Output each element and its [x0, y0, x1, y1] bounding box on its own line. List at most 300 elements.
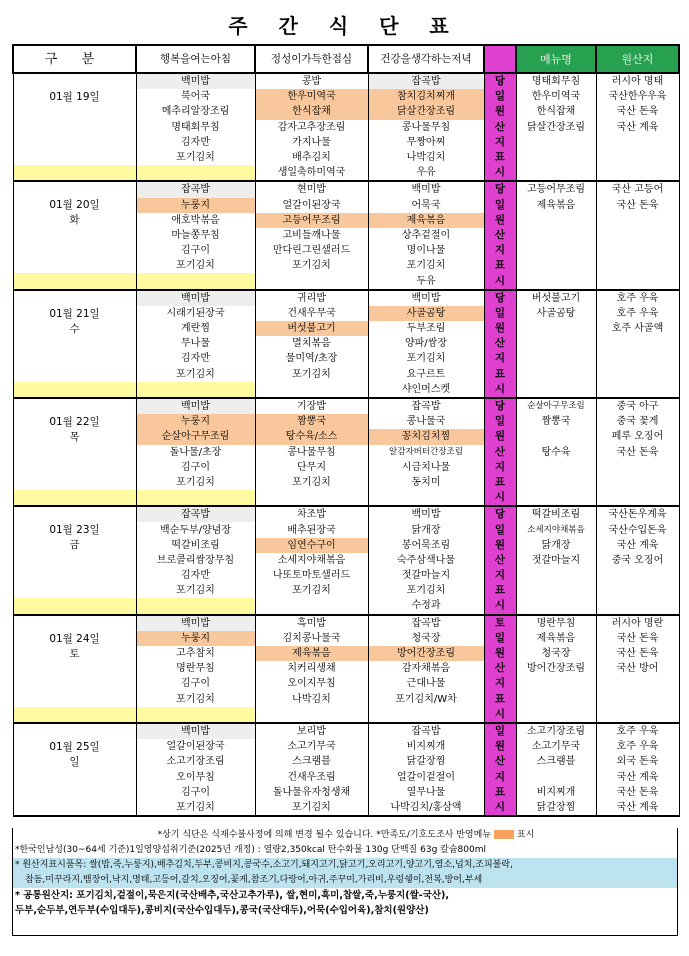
legend-text: *만족도/기호도조사 반영메뉴: [376, 830, 491, 840]
weekday-label: 수: [69, 322, 80, 335]
origin-country: 호주 우육: [596, 739, 679, 754]
lunch-item: 고비들깨나물: [255, 228, 368, 243]
breakfast-item: 백미밥: [136, 615, 255, 631]
breakfast-item: 김구이: [136, 676, 255, 691]
lunch-item: 포기김치: [255, 367, 368, 382]
menu-row: [13, 290, 679, 306]
origin-menu-name: 사골곰탕: [516, 306, 596, 321]
date-label: 01월 25일: [49, 740, 100, 753]
header-menu-name: 메뉴명: [516, 45, 596, 73]
date-label: 01월 22일: [49, 415, 100, 428]
header-gubun: 구 분: [13, 45, 136, 73]
side-label-cell: 원: [484, 538, 516, 553]
dinner-item: 백미밥: [368, 506, 484, 522]
breakfast-item: [136, 165, 255, 181]
side-label-cell: 원: [484, 429, 516, 444]
menu-row: [13, 490, 679, 506]
origin-menu-name: [516, 367, 596, 382]
lunch-item: 기장밥: [255, 398, 368, 414]
origin-menu-name: [516, 475, 596, 490]
origin-menu-name: 명태회무침: [516, 73, 596, 89]
dinner-item: 요구르트: [368, 367, 484, 382]
side-label-cell: 일: [484, 306, 516, 321]
side-label-cell: 당: [484, 73, 516, 89]
lunch-item: 버섯불고기: [255, 321, 368, 336]
dinner-item: 참치김치찌개: [368, 89, 484, 104]
side-label-cell: 지: [484, 351, 516, 366]
breakfast-item: 북어국: [136, 89, 255, 104]
origin-menu-name: 비지찌개: [516, 785, 596, 800]
date-spacer-cell: [13, 273, 136, 289]
breakfast-item: 누룽지: [136, 198, 255, 213]
origin-menu-name: [516, 490, 596, 506]
side-label-cell: 당: [484, 181, 516, 197]
date-spacer-cell: [13, 800, 136, 816]
lunch-item: 물미역/초장: [255, 351, 368, 366]
breakfast-item: 소고기장조림: [136, 754, 255, 769]
dinner-item: 명이나물: [368, 243, 484, 258]
origin-menu-name: 한우미역국: [516, 89, 596, 104]
origin-country: [596, 336, 679, 351]
breakfast-item: 잡곡밥: [136, 181, 255, 197]
origin-menu-name: 청국장: [516, 646, 596, 661]
lunch-item: 배추김치: [255, 150, 368, 165]
breakfast-item: 백미밥: [136, 398, 255, 414]
side-label-cell: 원: [484, 213, 516, 228]
side-label-cell: 표: [484, 785, 516, 800]
date-cell: [13, 290, 136, 382]
origin-menu-name: [516, 258, 596, 273]
dinner-item: 잡곡밥: [368, 615, 484, 631]
origin-menu-name: [516, 382, 596, 398]
dinner-item: [368, 707, 484, 723]
dinner-item: 수정과: [368, 598, 484, 614]
breakfast-item: 돌나물/초장: [136, 445, 255, 460]
origin-country: [596, 676, 679, 691]
breakfast-item: 누룽지: [136, 414, 255, 429]
origin-country: 국산 계육: [596, 120, 679, 135]
date-spacer-cell: [13, 598, 136, 614]
origin-menu-name: 닭살간장조림: [516, 120, 596, 135]
dinner-item: 제육볶음: [368, 213, 484, 228]
origin-country: 중국 오징어: [596, 553, 679, 568]
origin-country: [596, 213, 679, 228]
header-row: [13, 45, 679, 73]
breakfast-item: 김구이: [136, 460, 255, 475]
lunch-item: 보리밥: [255, 723, 368, 739]
side-label-cell: 산: [484, 445, 516, 460]
date-label: 01월 20일: [49, 199, 100, 212]
side-label-cell: 일: [484, 89, 516, 104]
origin-country: 중국 꽃게: [596, 414, 679, 429]
menu-row: [13, 398, 679, 414]
side-label-cell: 일: [484, 723, 516, 739]
side-label-cell: 지: [484, 676, 516, 691]
side-label-cell: 표: [484, 258, 516, 273]
origin-country: 페루 오징어: [596, 429, 679, 444]
side-label-cell: 지: [484, 135, 516, 150]
lunch-item: [255, 707, 368, 723]
side-label-cell: 시: [484, 382, 516, 398]
menu-row: [13, 707, 679, 723]
dinner-item: 꽁치김치찜: [368, 429, 484, 444]
breakfast-item: 시래기된장국: [136, 306, 255, 321]
breakfast-item: 오이무침: [136, 769, 255, 784]
dinner-item: 닭개장: [368, 522, 484, 537]
dinner-item: 닭갈장찜: [368, 754, 484, 769]
side-label-cell: 원: [484, 739, 516, 754]
dinner-item: 감자채볶음: [368, 661, 484, 676]
origin-menu-name: 한식잡채: [516, 104, 596, 119]
origin-menu-name: 소고기무국: [516, 739, 596, 754]
breakfast-item: 계란찜: [136, 321, 255, 336]
origin-country: [596, 382, 679, 398]
origin-country: 국산 고등어: [596, 181, 679, 197]
lunch-item: 포기김치: [255, 800, 368, 816]
dinner-item: 청국장: [368, 631, 484, 646]
lunch-item: 포기김치: [255, 583, 368, 598]
lunch-item: 콩밥: [255, 73, 368, 89]
origin-country: 국산 돈육: [596, 646, 679, 661]
origin-country: 국산 계육: [596, 769, 679, 784]
menu-row: [13, 73, 679, 89]
breakfast-item: 백미밥: [136, 290, 255, 306]
origin-menu-name: 버섯불고기: [516, 290, 596, 306]
lunch-item: 돌나물유자청생채: [255, 785, 368, 800]
breakfast-item: 포기김치: [136, 150, 255, 165]
side-label-cell: 표: [484, 150, 516, 165]
lunch-item: 스크램블: [255, 754, 368, 769]
origin-country: [596, 598, 679, 614]
side-label-cell: 표: [484, 367, 516, 382]
side-label-cell: 지: [484, 460, 516, 475]
lunch-item: 고등어무조림: [255, 213, 368, 228]
breakfast-item: 누룽지: [136, 631, 255, 646]
date-spacer-cell: [13, 490, 136, 506]
origin-items-note-1: * 원산지표시품목: 쌀(밥,죽,누룽지),배추김치,두부,콩비지,콩국수,소고기,돼지고기,닭고기,오리고기,양고기,염소,넙치,조피볼락,: [13, 858, 677, 873]
side-label-cell: 지: [484, 568, 516, 583]
lunch-item: 한우미역국: [255, 89, 368, 104]
origin-menu-name: 순살아구무조림: [516, 398, 596, 414]
lunch-item: 치커리생채: [255, 661, 368, 676]
origin-menu-name: [516, 692, 596, 707]
lunch-item: 나박김치: [255, 692, 368, 707]
origin-menu-name: 닭갈장찜: [516, 800, 596, 816]
breakfast-item: 김자반: [136, 135, 255, 150]
origin-country: 국산 돈육: [596, 445, 679, 460]
date-spacer-cell: [13, 382, 136, 398]
dinner-item: 열무나물: [368, 785, 484, 800]
breakfast-item: 고추참치: [136, 646, 255, 661]
origin-menu-name: 명란무침: [516, 615, 596, 631]
side-label-cell: 원: [484, 321, 516, 336]
breakfast-item: 포기김치: [136, 367, 255, 382]
side-label-cell: 당: [484, 290, 516, 306]
origin-country: [596, 460, 679, 475]
side-label-cell: 당: [484, 398, 516, 414]
weekday-label: 일: [69, 755, 80, 768]
legend-suffix: 표시: [517, 830, 535, 840]
dinner-item: 백미밥: [368, 181, 484, 197]
menu-row: [13, 615, 679, 631]
dinner-item: 상추겉절이: [368, 228, 484, 243]
dinner-item: 무짱아찌: [368, 135, 484, 150]
menu-row: [13, 723, 679, 739]
origin-country: 국산돈우계육: [596, 506, 679, 522]
origin-country: 호주 우육: [596, 290, 679, 306]
lunch-item: 콩나물무침: [255, 445, 368, 460]
dinner-item: 근대나물: [368, 676, 484, 691]
origin-menu-name: [516, 460, 596, 475]
origin-country: 국산 방어: [596, 661, 679, 676]
origin-country: [596, 490, 679, 506]
lunch-item: [255, 490, 368, 506]
lunch-item: 단무지: [255, 460, 368, 475]
lunch-item: 소세지야채볶음: [255, 553, 368, 568]
lunch-item: 귀리밥: [255, 290, 368, 306]
lunch-item: 임연수구이: [255, 538, 368, 553]
side-label-cell: 표: [484, 475, 516, 490]
menu-row: [13, 165, 679, 181]
breakfast-item: 김자반: [136, 568, 255, 583]
lunch-item: 흑미밥: [255, 615, 368, 631]
breakfast-item: 떡갈비조림: [136, 538, 255, 553]
origin-menu-name: [516, 351, 596, 366]
weekday-label: 토: [69, 647, 80, 660]
lunch-item: 가지나물: [255, 135, 368, 150]
breakfast-item: 브로콜리쌈장무침: [136, 553, 255, 568]
dinner-item: 봉어묵조림: [368, 538, 484, 553]
side-label-cell: 산: [484, 228, 516, 243]
side-label-cell: 토: [484, 615, 516, 631]
lunch-item: 배추된장국: [255, 522, 368, 537]
lunch-item: 감자고추장조림: [255, 120, 368, 135]
origin-country: [596, 150, 679, 165]
dinner-item: 포기김치: [368, 351, 484, 366]
origin-menu-name: [516, 336, 596, 351]
side-label-cell: 시: [484, 707, 516, 723]
origin-country: [596, 135, 679, 150]
origin-menu-name: [516, 165, 596, 181]
date-spacer-cell: [13, 165, 136, 181]
dinner-item: 잡곡밥: [368, 723, 484, 739]
breakfast-item: 포기김치: [136, 800, 255, 816]
origin-country: [596, 228, 679, 243]
side-label-cell: 산: [484, 120, 516, 135]
menu-row: [13, 800, 679, 816]
origin-country: 국산 계육: [596, 538, 679, 553]
dinner-item: 우유: [368, 165, 484, 181]
weekday-label: 금: [69, 539, 80, 552]
dinner-item: 닭살간장조림: [368, 104, 484, 119]
origin-country: [596, 707, 679, 723]
lunch-item: 김치콩나물국: [255, 631, 368, 646]
origin-country: [596, 165, 679, 181]
header-side-label: [484, 45, 516, 73]
dinner-item: 양파/쌈장: [368, 336, 484, 351]
origin-menu-name: [516, 213, 596, 228]
origin-country: [596, 475, 679, 490]
lunch-item: 얼갈이된장국: [255, 198, 368, 213]
origin-menu-name: 닭개장: [516, 538, 596, 553]
side-label-cell: 원: [484, 646, 516, 661]
origin-country: [596, 273, 679, 289]
dinner-item: 콩나물무침: [368, 120, 484, 135]
origin-menu-name: [516, 273, 596, 289]
page-title: 주 간 식 단 표: [228, 14, 461, 38]
side-label-cell: 산: [484, 553, 516, 568]
origin-country: [596, 351, 679, 366]
dinner-item: 샤인머스켓: [368, 382, 484, 398]
breakfast-item: 메추리알장조림: [136, 104, 255, 119]
menu-row: [13, 273, 679, 289]
origin-country: 국산 돈육: [596, 104, 679, 119]
breakfast-item: 얼갈이된장국: [136, 739, 255, 754]
dinner-item: 잡곡밥: [368, 73, 484, 89]
dinner-item: 숙주삼색나물: [368, 553, 484, 568]
date-label: 01월 24일: [49, 632, 100, 645]
origin-country: 국산 돈육: [596, 631, 679, 646]
origin-country: [596, 367, 679, 382]
lunch-item: 한식잡채: [255, 104, 368, 119]
dinner-item: 나박김치: [368, 150, 484, 165]
side-label-cell: 산: [484, 661, 516, 676]
origin-country: 중국 아구: [596, 398, 679, 414]
lunch-item: 건새우무국: [255, 306, 368, 321]
lunch-item: [255, 382, 368, 398]
breakfast-item: [136, 598, 255, 614]
origin-menu-name: [516, 150, 596, 165]
side-label-cell: 일: [484, 414, 516, 429]
header-origin: 원산지: [596, 45, 679, 73]
breakfast-item: 애호박볶음: [136, 213, 255, 228]
dinner-item: 알감자버터간장조림: [368, 445, 484, 460]
side-label-cell: 원: [484, 104, 516, 119]
origin-country: 국산수입돈육: [596, 522, 679, 537]
lunch-item: 현미밥: [255, 181, 368, 197]
origin-country: [596, 258, 679, 273]
legend-swatch: [494, 830, 514, 839]
weekly-menu-table: [12, 44, 680, 817]
menu-row: [13, 598, 679, 614]
lunch-item: 소고기무국: [255, 739, 368, 754]
breakfast-item: 포기김치: [136, 583, 255, 598]
origin-menu-name: [516, 598, 596, 614]
origin-country: [596, 243, 679, 258]
origin-menu-name: 제육볶음: [516, 631, 596, 646]
origin-menu-name: [516, 769, 596, 784]
origin-menu-name: [516, 568, 596, 583]
origin-menu-name: [516, 676, 596, 691]
lunch-item: 탕수육/소스: [255, 429, 368, 444]
lunch-item: 멸치볶음: [255, 336, 368, 351]
breakfast-item: 명란무침: [136, 661, 255, 676]
side-label-cell: 시: [484, 273, 516, 289]
dinner-item: 어묵국: [368, 198, 484, 213]
date-cell: [13, 506, 136, 598]
dinner-item: 얼갈이겉절이: [368, 769, 484, 784]
breakfast-item: 백순두부/양념장: [136, 522, 255, 537]
dinner-item: 백미밥: [368, 290, 484, 306]
date-cell: [13, 723, 136, 800]
breakfast-item: 김구이: [136, 243, 255, 258]
origin-menu-name: 짬뽕국: [516, 414, 596, 429]
breakfast-item: 김구이: [136, 785, 255, 800]
origin-country: 국산 돈육: [596, 785, 679, 800]
date-label: 01월 23일: [49, 524, 100, 537]
side-label-cell: 시: [484, 598, 516, 614]
origin-menu-name: [516, 243, 596, 258]
breakfast-item: 김자반: [136, 351, 255, 366]
dinner-item: 잡곡밥: [368, 398, 484, 414]
dinner-item: 포기김치/W차: [368, 692, 484, 707]
origin-items-note-2: 참돔,미꾸라지,뱀장어,낙지,명태,고등어,갈치,오징어,꽃게,참조기,다랑어,아귀,주꾸미,가리비,우렁쉥이,전복,방어,부세: [13, 873, 677, 888]
side-label-cell: 산: [484, 336, 516, 351]
origin-menu-name: [516, 429, 596, 444]
origin-menu-name: 떡갈비조림: [516, 506, 596, 522]
origin-menu-name: [516, 707, 596, 723]
lunch-item: 생일축하미역국: [255, 165, 368, 181]
origin-menu-name: 소세지야채볶음: [516, 522, 596, 537]
date-cell: [13, 615, 136, 707]
side-label-cell: 일: [484, 522, 516, 537]
lunch-item: 만다린그린샐러드: [255, 243, 368, 258]
dinner-item: 포기김치: [368, 583, 484, 598]
origin-menu-name: [516, 135, 596, 150]
origin-country: 국산한우우육: [596, 89, 679, 104]
origin-country: [596, 692, 679, 707]
breakfast-item: 마늘쫑무침: [136, 228, 255, 243]
nutrition-note: *한국인남성(30~64세 기준)1일영양섭취기준(2025년 개정) : 열량2,350kcal 탄수화물 130g 단백질 63g 칼슘800ml: [15, 845, 486, 855]
lunch-item: 오이지무침: [255, 676, 368, 691]
date-spacer-cell: [13, 707, 136, 723]
breakfast-item: 잡곡밥: [136, 506, 255, 522]
breakfast-item: 포기김치: [136, 692, 255, 707]
dinner-item: 포기김치: [368, 258, 484, 273]
side-label-cell: 시: [484, 800, 516, 816]
date-cell: [13, 398, 136, 490]
date-label: 01월 19일: [49, 91, 100, 103]
header-lunch: 정성이가득한점심: [255, 45, 368, 73]
menu-row: [13, 382, 679, 398]
common-origin-note-2: 두부,순두부,연두부(수입대두),콩비지(국산수입대두),콩국(국산대두),어묵(수입어육),참치(원양산): [15, 905, 429, 916]
dinner-item: [368, 490, 484, 506]
side-label-cell: 지: [484, 769, 516, 784]
side-label-cell: 표: [484, 583, 516, 598]
breakfast-item: [136, 707, 255, 723]
side-label-cell: 산: [484, 754, 516, 769]
lunch-item: 나또토마토샐러드: [255, 568, 368, 583]
breakfast-item: [136, 382, 255, 398]
breakfast-item: 포기김치: [136, 258, 255, 273]
origin-country: 호주 우육: [596, 306, 679, 321]
side-label-cell: 시: [484, 165, 516, 181]
breakfast-item: 포기김치: [136, 475, 255, 490]
menu-row: [13, 181, 679, 197]
weekday-label: 목: [69, 430, 80, 443]
origin-menu-name: [516, 228, 596, 243]
date-cell: [13, 73, 136, 165]
origin-country: 외국 돈육: [596, 754, 679, 769]
breakfast-item: [136, 490, 255, 506]
side-label-cell: 표: [484, 692, 516, 707]
origin-menu-name: 방어간장조림: [516, 661, 596, 676]
origin-menu-name: [516, 321, 596, 336]
breakfast-item: 백미밥: [136, 73, 255, 89]
breakfast-item: 백미밥: [136, 723, 255, 739]
lunch-item: 건새우조림: [255, 769, 368, 784]
menu-row: [13, 506, 679, 522]
